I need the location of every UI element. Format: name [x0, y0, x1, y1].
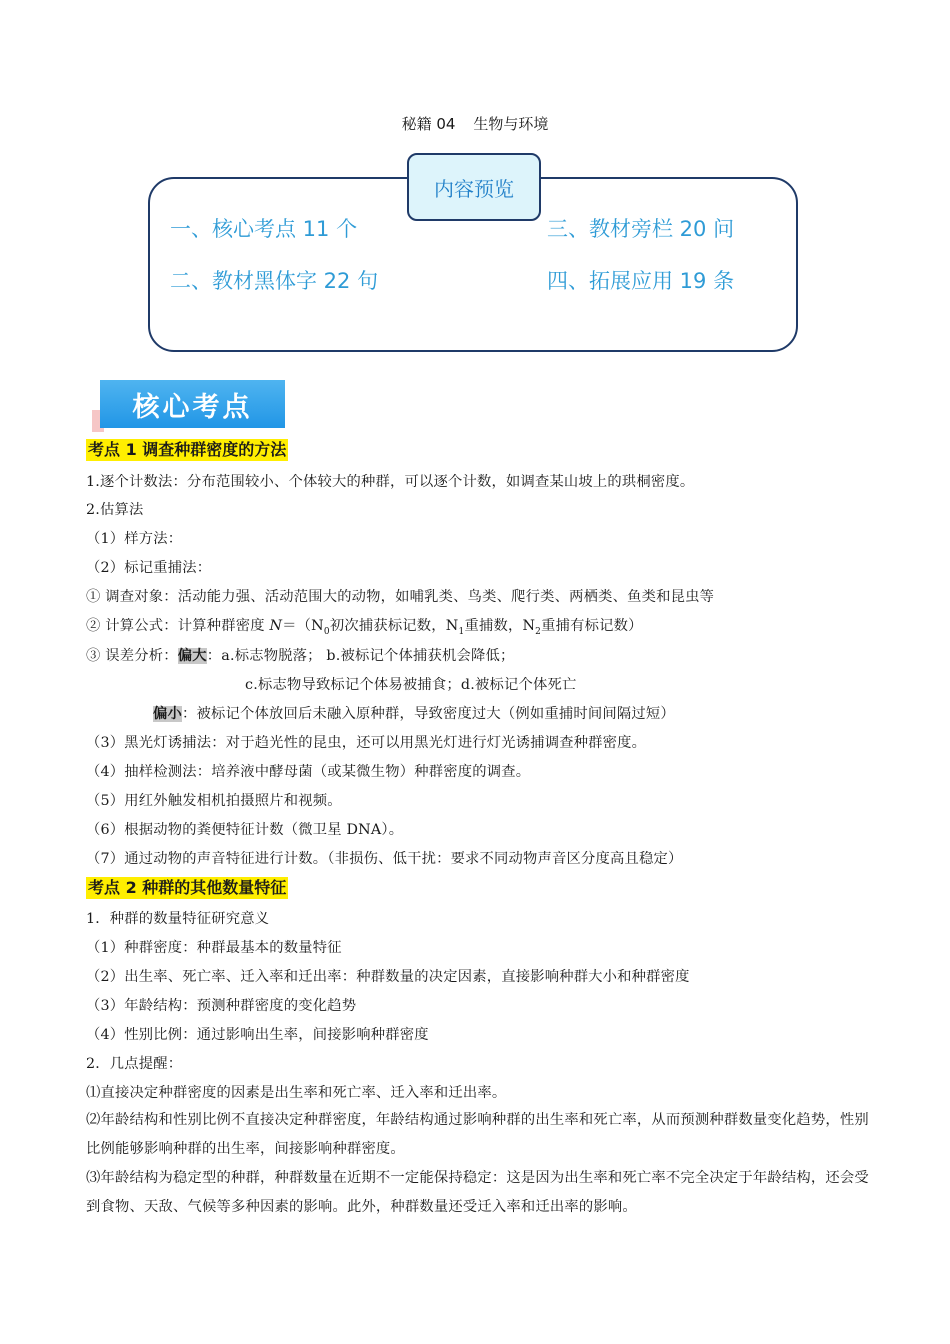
text-line: 1.逐个计数法：分布范围较小、个体较大的种群，可以逐个计数，如调查某山坡上的珙桐密度。 [86, 474, 695, 490]
text-line: （4）抽样检测法：培养液中酵母菌（或某微生物）种群密度的调查。 [86, 764, 531, 780]
text-line: c.标志物导致标记个体易被捕食；d.被标记个体死亡 [245, 677, 577, 693]
text-line: （2）出生率、死亡率、迁入率和迁出率：种群数量的决定因素，直接影响种群大小和种群密度 [86, 969, 690, 985]
text-line: （4）性别比例：通过影响出生率，间接影响种群密度 [86, 1027, 429, 1043]
preview-item-extensions: 四、拓展应用 19 条 [547, 269, 735, 293]
text-line: 2．几点提醒： [86, 1056, 183, 1072]
overestimate-tag: 偏大 [177, 648, 207, 664]
text-line: （6）根据动物的粪便特征计数（微卫星 DNA）。 [86, 822, 404, 838]
text-line: （3）年龄结构：预测种群密度的变化趋势 [86, 998, 357, 1014]
text-line: 1．种群的数量特征研究意义 [86, 911, 270, 927]
text-line: （1）种群密度：种群最基本的数量特征 [86, 940, 342, 956]
preview-item-core-points: 一、核心考点 11 个 [170, 217, 358, 241]
kaodian-1-heading: 考点 1 调查种群密度的方法 [88, 440, 287, 459]
text-line: ⑴直接决定种群密度的因素是出生率和死亡率、迁入率和迁出率。 [86, 1085, 507, 1101]
underestimate-tag: 偏小 [153, 706, 182, 722]
section-banner: 核心考点 [100, 380, 285, 428]
text-line: （2）标记重捕法： [86, 560, 212, 576]
text-line: （5）用红外触发相机拍摄照片和视频。 [86, 793, 342, 809]
page-title: 秘籍 04 生物与环境 [401, 115, 549, 133]
preview-item-sidebar-questions: 三、教材旁栏 20 问 [547, 217, 735, 241]
paragraph: ⑶年龄结构为稳定型的种群，种群数量在近期不一定能保持稳定：这是因为出生率和死亡率不完全决定于年龄结构，还会受到食物、天敌、气候等多种因素的影响。此外，种群数量还受迁入率和迁出率的影响。 [86, 1170, 869, 1215]
underestimate-line: 偏小：被标记个体放回后未融入原种群，导致密度过大（例如重捕时间间隔过短） [153, 706, 675, 722]
error-analysis-line: ③ 误差分析：偏大：a.标志物脱落； b.被标记个体捕获机会降低； [86, 648, 515, 664]
text-line: （1）样方法： [86, 531, 183, 547]
text-line: ① 调查对象：活动能力强、活动范围大的动物，如哺乳类、鸟类、爬行类、两栖类、鱼类和昆虫等 [86, 589, 715, 605]
preview-item-bold-sentences: 二、教材黑体字 22 句 [170, 269, 379, 293]
text-line: （3）黑光灯诱捕法：对于趋光性的昆虫，还可以用黑光灯进行灯光诱捕调查种群密度。 [86, 735, 647, 751]
content-preview-tab: 内容预览 [407, 153, 541, 221]
text-line: 2.估算法 [86, 502, 144, 518]
paragraph: ⑵年龄结构和性别比例不直接决定种群密度，年龄结构通过影响种群的出生率和死亡率，从而预测种群数量变化趋势，性别比例能够影响种群的出生率，间接影响种群密度。 [86, 1112, 869, 1157]
text-line: （7）通过动物的声音特征进行计数。（非损伤、低干扰：要求不同动物声音区分度高且稳定） [86, 851, 683, 867]
kaodian-2-heading: 考点 2 种群的其他数量特征 [88, 878, 287, 897]
formula-line: ② 计算公式：计算种群密度 $N=(N_0$初次捕获标记数，$N_1$重捕数，$N_2$重捕有标记数） [86, 618, 643, 637]
